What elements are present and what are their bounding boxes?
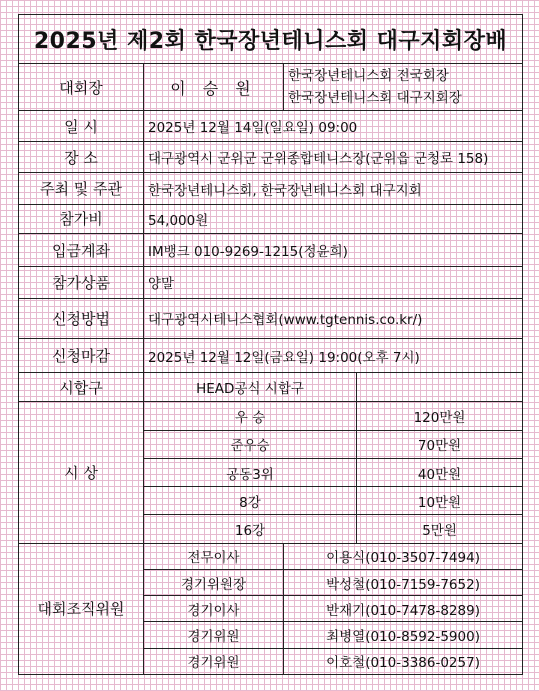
title-row: [19, 15, 523, 64]
host-label: 주최 및 주관: [19, 173, 144, 204]
info-row-fee: [19, 204, 523, 233]
president-title-1: 한국장년테니스회 전국회장: [288, 68, 449, 85]
committee-role: 경기위원장: [144, 569, 284, 595]
info-row-venue: [19, 142, 523, 173]
fee-value: 54,000원: [144, 204, 523, 233]
tournament-info-table: [18, 14, 523, 675]
prize-row: [19, 402, 523, 430]
ball-empty-cell: [357, 373, 523, 402]
ball-label: 시합구: [19, 373, 144, 402]
prize-place: 공동3위: [144, 458, 357, 486]
ball-value: HEAD공식 시합구: [144, 373, 357, 402]
committee-row: [19, 543, 523, 569]
venue-value: 대구광역시 군위군 군위종합테니스장(군위읍 군청로 158): [144, 142, 523, 173]
info-row-deadline: [19, 338, 523, 372]
document-title: 2025년 제2회 한국장년테니스회 대구지회장배: [19, 15, 523, 64]
prize-place: 우 승: [144, 402, 357, 430]
president-name: 이 승 원: [144, 64, 284, 110]
president-label: 대회장: [19, 64, 144, 110]
gift-label: 참가상품: [19, 267, 144, 298]
account-value: IM뱅크 010-9269-1215(정윤희): [144, 233, 523, 266]
prize-amount: 70만원: [357, 430, 523, 458]
committee-role: 경기이사: [144, 596, 284, 622]
committee-role: 전무이사: [144, 543, 284, 569]
prize-amount: 40만원: [357, 458, 523, 486]
prize-place: 16강: [144, 515, 357, 543]
committee-person: 박성철(010-7159-7652): [284, 569, 523, 595]
committee-label: 대회조직위원: [19, 543, 144, 674]
president-titles: [284, 64, 523, 110]
deadline-label: 신청마감: [19, 338, 144, 372]
prize-label: 시 상: [19, 402, 144, 543]
prize-amount: 10만원: [357, 487, 523, 515]
info-row-gift: [19, 267, 523, 298]
notice-document: [18, 14, 522, 675]
prize-amount: 120만원: [357, 402, 523, 430]
deadline-value: 2025년 12월 12일(금요일) 19:00(오후 7시): [144, 338, 523, 372]
president-row: [19, 64, 523, 110]
info-row-host: [19, 173, 523, 204]
committee-person: 이용식(010-3507-7494): [284, 543, 523, 569]
apply-value: 대구광역시테니스협회(www.tgtennis.co.kr/): [144, 298, 523, 338]
president-title-2: 한국장년테니스회 대구지회장: [288, 90, 462, 107]
apply-label: 신청방법: [19, 298, 144, 338]
committee-person: 이호철(010-3386-0257): [284, 648, 523, 674]
committee-person: 반재기(010-7478-8289): [284, 596, 523, 622]
date-value: 2025년 12월 14일(일요일) 09:00: [144, 110, 523, 141]
info-row-date: [19, 110, 523, 141]
prize-place: 8강: [144, 487, 357, 515]
committee-person: 최병열(010-8592-5900): [284, 622, 523, 648]
gift-value: 양말: [144, 267, 523, 298]
info-row-account: [19, 233, 523, 266]
venue-label: 장 소: [19, 142, 144, 173]
fee-label: 참가비: [19, 204, 144, 233]
host-value: 한국장년테니스회, 한국장년테니스회 대구지회: [144, 173, 523, 204]
account-label: 입금계좌: [19, 233, 144, 266]
info-row-apply: [19, 298, 523, 338]
ball-row: [19, 373, 523, 402]
prize-place: 준우승: [144, 430, 357, 458]
committee-role: 경기위원: [144, 648, 284, 674]
prize-amount: 5만원: [357, 515, 523, 543]
date-label: 일 시: [19, 110, 144, 141]
committee-role: 경기위원: [144, 622, 284, 648]
